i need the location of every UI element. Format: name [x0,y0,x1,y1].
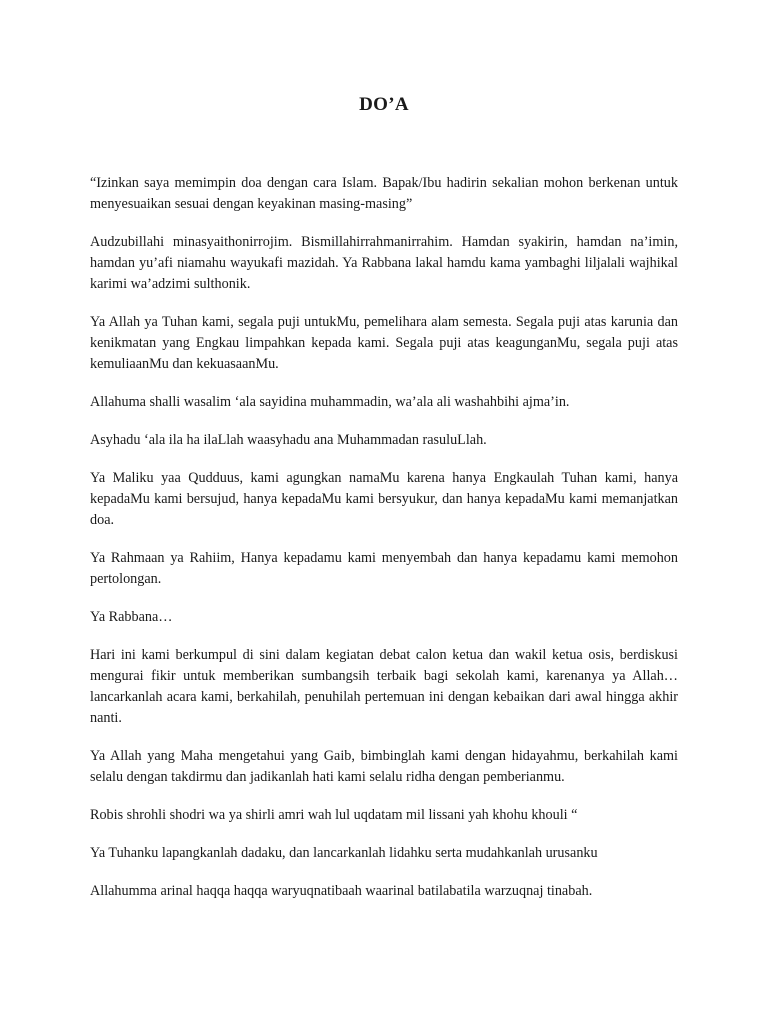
paragraph-taawudz: Audzubillahi minasyaithonirrojim. Bismillahirrahmanirrahim. Hamdan syakirin, hamdan na’imin, hamdan yu’afi niamahu wayukafi mazidah. Ya Rabbana lakal hamdu kama yambaghi liljalali wajhikal karimi wa’adzimi sulthonik. [90,234,678,292]
paragraph-guidance: Ya Allah yang Maha mengetahui yang Gaib, bimbinglah kami dengan hidayahmu, berkahilah kami selalu dengan takdirmu dan jadikanlah hati kami selalu ridha dengan pemberianmu. [90,748,678,785]
paragraph-shalawat: Allahuma shalli wasalim ‘ala sayidina muhammadin, wa’ala ali washahbihi ajma’in. [90,394,570,410]
paragraph-ya-maliku: Ya Maliku yaa Qudduus, kami agungkan namaMu karena hanya Engkaulah Tuhan kami, hanya kepadaMu kami bersujud, hanya kepadaMu kami bersyukur, dan hanya kepadaMu kami memanjatkan doa. [90,470,678,528]
paragraph-praise: Ya Allah ya Tuhan kami, segala puji untukMu, pemelihara alam semesta. Segala puji atas karunia dan kenikmatan yang Engkau limpahkan kepada kami. Segala puji atas keagunganMu, segala puji atas kemuliaanMu dan kekuasaanMu. [90,314,678,372]
document-title: DO’A [359,94,409,115]
paragraph-allahumma-arinal: Allahumma arinal haqqa haqqa waryuqnatibaah waarinal batilabatila warzuqnaj tinabah. [90,883,593,899]
paragraph-event: Hari ini kami berkumpul di sini dalam kegiatan debat calon ketua dan wakil ketua osis, berdiskusi mengurai fikir untuk memberikan sumbangsih terbaik bagi sekolah kami, karenanya ya Allah… lancarkanlah acara kami, berkahilah, penuhilah pertemuan ini dengan kebaikan dari awal hingga akhir nanti. [90,647,678,726]
paragraph-ya-rahmaan: Ya Rahmaan ya Rahiim, Hanya kepadamu kami menyembah dan hanya kepadamu kami memohon pertolongan. [90,550,678,587]
paragraph-ya-rabbana: Ya Rabbana… [90,609,173,625]
paragraph-syahadat: Asyhadu ‘ala ila ha ilaLlah waasyhadu ana Muhammadan rasuluLlah. [90,432,487,448]
paragraph-opening-request: “Izinkan saya memimpin doa dengan cara Islam. Bapak/Ibu hadirin sekalian mohon berkenan untuk menyesuaikan sesuai dengan keyakinan masing-masing” [90,175,678,212]
document-body [90,173,678,919]
paragraph-translation: Ya Tuhanku lapangkanlah dadaku, dan lancarkanlah lidahku serta mudahkanlah urusanku [90,845,598,861]
paragraph-robis-shrohli: Robis shrohli shodri wa ya shirli amri wah lul uqdatam mil lissani yah khohu khouli “ [90,807,578,823]
